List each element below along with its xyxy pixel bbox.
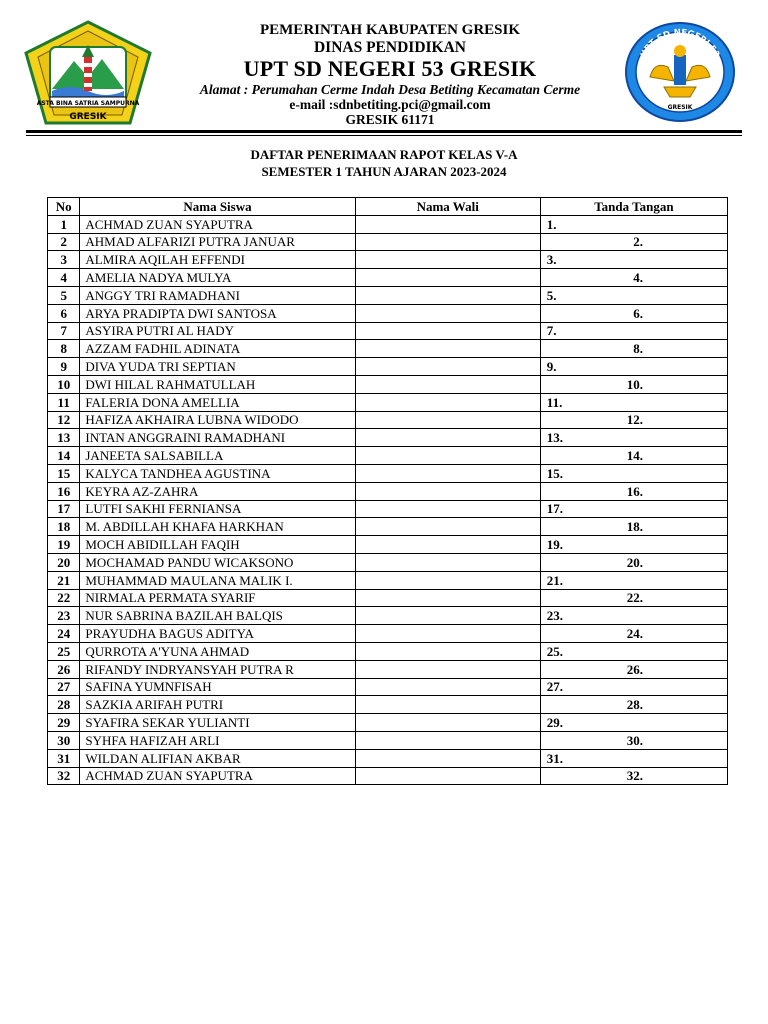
- government-line: PEMERINTAH KABUPATEN GRESIK: [259, 22, 521, 38]
- signature-number: 20.: [626, 554, 643, 570]
- letterhead: [150, 20, 630, 127]
- signature-cell: [540, 447, 727, 465]
- guardian-name: [355, 500, 540, 518]
- signature-cell: [540, 340, 727, 358]
- student-name: KALYCA TANDHEA AGUSTINA: [80, 464, 355, 482]
- signature-number: 21.: [546, 572, 564, 588]
- signature-cell: [540, 731, 727, 749]
- guardian-name: [355, 731, 540, 749]
- student-name: ASYIRA PUTRI AL HADY: [80, 322, 355, 340]
- signature-number: 3.: [546, 252, 557, 268]
- school-name: UPT SD NEGERI 53 GRESIK: [243, 56, 537, 81]
- student-name: ACHMAD ZUAN SYAPUTRA: [80, 215, 355, 233]
- table-header-row: [48, 198, 728, 216]
- signature-cell: [540, 553, 727, 571]
- row-number: 25: [48, 642, 80, 660]
- signature-cell: [540, 269, 727, 287]
- signature-cell: [540, 215, 727, 233]
- row-number: 2: [48, 233, 80, 251]
- signature-cell: [540, 571, 727, 589]
- student-name: WILDAN ALIFIAN AKBAR: [80, 749, 355, 767]
- guardian-name: [355, 233, 540, 251]
- row-number: 9: [48, 358, 80, 376]
- left-logo-motto: ASTA BINA SATRIA SAMPURNA: [36, 100, 140, 107]
- row-number: 23: [48, 607, 80, 625]
- row-number: 13: [48, 429, 80, 447]
- header-nama-wali: Nama Wali: [355, 198, 540, 216]
- row-number: 18: [48, 518, 80, 536]
- signature-cell: [540, 714, 727, 732]
- guardian-name: [355, 393, 540, 411]
- row-number: 1: [48, 215, 80, 233]
- signature-cell: [540, 375, 727, 393]
- signature-number: 18.: [626, 519, 643, 535]
- row-number: 29: [48, 714, 80, 732]
- signature-cell: [540, 358, 727, 376]
- guardian-name: [355, 482, 540, 500]
- student-name: ARYA PRADIPTA DWI SANTOSA: [80, 304, 355, 322]
- table-row: [48, 215, 728, 233]
- signature-number: 6.: [633, 305, 643, 321]
- table-row: [48, 589, 728, 607]
- guardian-name: [355, 518, 540, 536]
- signature-cell: [540, 767, 727, 785]
- guardian-name: [355, 375, 540, 393]
- document-title: DAFTAR PENERIMAAN RAPOT KELAS V-A: [250, 147, 518, 162]
- guardian-name: [355, 553, 540, 571]
- table-row: [48, 607, 728, 625]
- student-name: LUTFI SAKHI FERNIANSA: [80, 500, 355, 518]
- signature-cell: [540, 696, 727, 714]
- department-line: DINAS PENDIDIKAN: [313, 39, 466, 56]
- signature-cell: [540, 429, 727, 447]
- student-name: SYHFA HAFIZAH ARLI: [80, 731, 355, 749]
- student-name: SAFINA YUMNFISAH: [80, 678, 355, 696]
- row-number: 6: [48, 304, 80, 322]
- signature-cell: [540, 518, 727, 536]
- signature-number: 25.: [546, 643, 564, 659]
- signature-number: 5.: [546, 287, 557, 303]
- signature-number: 7.: [546, 323, 557, 339]
- table-row: [48, 714, 728, 732]
- table-row: [48, 340, 728, 358]
- right-logo-arc-text: UPT SD NEGERI 53: [638, 27, 722, 60]
- guardian-name: [355, 286, 540, 304]
- table-row: [48, 286, 728, 304]
- signature-number: 1.: [546, 216, 557, 232]
- row-number: 31: [48, 749, 80, 767]
- signature-cell: [540, 678, 727, 696]
- table-row: [48, 304, 728, 322]
- row-number: 7: [48, 322, 80, 340]
- row-number: 12: [48, 411, 80, 429]
- student-name: AMELIA NADYA MULYA: [80, 269, 355, 287]
- table-row: [48, 625, 728, 643]
- table-row: [48, 660, 728, 678]
- guardian-name: [355, 447, 540, 465]
- header-no: No: [48, 198, 80, 216]
- student-name: AHMAD ALFARIZI PUTRA JANUAR: [80, 233, 355, 251]
- table-row: [48, 518, 728, 536]
- student-name: JANEETA SALSABILLA: [80, 447, 355, 465]
- row-number: 24: [48, 625, 80, 643]
- row-number: 3: [48, 251, 80, 269]
- table-row: [48, 678, 728, 696]
- student-name: DWI HILAL RAHMATULLAH: [80, 375, 355, 393]
- signature-number: 12.: [626, 412, 643, 428]
- student-name: HAFIZA AKHAIRA LUBNA WIDODO: [80, 411, 355, 429]
- student-name: FALERIA DONA AMELLIA: [80, 393, 355, 411]
- signature-cell: [540, 589, 727, 607]
- row-number: 14: [48, 447, 80, 465]
- guardian-name: [355, 714, 540, 732]
- signature-cell: [540, 536, 727, 554]
- signature-number: 2.: [633, 234, 643, 250]
- student-name: KEYRA AZ-ZAHRA: [80, 482, 355, 500]
- row-number: 22: [48, 589, 80, 607]
- row-number: 28: [48, 696, 80, 714]
- signature-cell: [540, 607, 727, 625]
- guardian-name: [355, 304, 540, 322]
- guardian-name: [355, 358, 540, 376]
- table-row: [48, 464, 728, 482]
- row-number: 5: [48, 286, 80, 304]
- signature-cell: [540, 749, 727, 767]
- signature-number: 32.: [626, 768, 643, 784]
- guardian-name: [355, 251, 540, 269]
- row-number: 4: [48, 269, 80, 287]
- student-name: MUHAMMAD MAULANA MALIK I.: [80, 571, 355, 589]
- signature-cell: [540, 625, 727, 643]
- table-row: [48, 269, 728, 287]
- guardian-name: [355, 269, 540, 287]
- row-number: 15: [48, 464, 80, 482]
- guardian-name: [355, 340, 540, 358]
- student-name: QURROTA A'YUNA AHMAD: [80, 642, 355, 660]
- signature-cell: [540, 464, 727, 482]
- signature-number: 26.: [626, 661, 643, 677]
- signature-number: 27.: [546, 679, 564, 695]
- signature-cell: [540, 304, 727, 322]
- student-name: NIRMALA PERMATA SYARIF: [80, 589, 355, 607]
- signature-cell: [540, 411, 727, 429]
- row-number: 16: [48, 482, 80, 500]
- table-row: [48, 233, 728, 251]
- guardian-name: [355, 696, 540, 714]
- signature-cell: [540, 642, 727, 660]
- student-name: PRAYUDHA BAGUS ADITYA: [80, 625, 355, 643]
- signature-cell: [540, 233, 727, 251]
- signature-number: 16.: [626, 483, 643, 499]
- report-receipt-table: [47, 197, 728, 785]
- signature-cell: [540, 251, 727, 269]
- signature-number: 30.: [626, 732, 643, 748]
- signature-number: 15.: [546, 465, 564, 481]
- row-number: 20: [48, 553, 80, 571]
- student-name: NUR SABRINA BAZILAH BALQIS: [80, 607, 355, 625]
- table-row: [48, 411, 728, 429]
- header-divider-thick: [26, 130, 742, 133]
- guardian-name: [355, 571, 540, 589]
- row-number: 10: [48, 375, 80, 393]
- signature-cell: [540, 500, 727, 518]
- signature-number: 11.: [546, 394, 563, 410]
- table-row: [48, 731, 728, 749]
- guardian-name: [355, 429, 540, 447]
- right-logo-label: GRESIK: [667, 104, 693, 111]
- guardian-name: [355, 660, 540, 678]
- guardian-name: [355, 607, 540, 625]
- table-row: [48, 429, 728, 447]
- table-row: [48, 571, 728, 589]
- guardian-name: [355, 749, 540, 767]
- student-name: MOCHAMAD PANDU WICAKSONO: [80, 553, 355, 571]
- student-name: INTAN ANGGRAINI RAMADHANI: [80, 429, 355, 447]
- student-name: ACHMAD ZUAN SYAPUTRA: [80, 767, 355, 785]
- row-number: 26: [48, 660, 80, 678]
- row-number: 21: [48, 571, 80, 589]
- signature-number: 29.: [546, 715, 564, 730]
- header-nama-siswa: Nama Siswa: [80, 198, 355, 216]
- signature-number: 10.: [626, 376, 643, 392]
- guardian-name: [355, 625, 540, 643]
- row-number: 11: [48, 393, 80, 411]
- signature-number: 24.: [626, 626, 643, 642]
- row-number: 17: [48, 500, 80, 518]
- gresik-regency-logo: [24, 19, 152, 127]
- guardian-name: [355, 767, 540, 785]
- signature-number: 4.: [633, 270, 643, 286]
- student-name: SAZKIA ARIFAH PUTRI: [80, 696, 355, 714]
- signature-cell: [540, 286, 727, 304]
- signature-number: 22.: [626, 590, 643, 606]
- table-row: [48, 251, 728, 269]
- signature-number: 19.: [546, 537, 564, 553]
- school-city: GRESIK 61171: [345, 112, 435, 127]
- student-name: M. ABDILLAH KHAFA HARKHAN: [80, 518, 355, 536]
- header-tanda-tangan: Tanda Tangan: [540, 198, 727, 216]
- guardian-name: [355, 322, 540, 340]
- row-number: 19: [48, 536, 80, 554]
- signature-number: 9.: [546, 359, 557, 375]
- table-row: [48, 322, 728, 340]
- guardian-name: [355, 215, 540, 233]
- row-number: 8: [48, 340, 80, 358]
- signature-cell: [540, 393, 727, 411]
- document-subtitle: SEMESTER 1 TAHUN AJARAN 2023-2024: [261, 164, 507, 179]
- guardian-name: [355, 411, 540, 429]
- table-row: [48, 767, 728, 785]
- signature-cell: [540, 322, 727, 340]
- signature-number: 14.: [626, 448, 643, 464]
- table-row: [48, 553, 728, 571]
- guardian-name: [355, 536, 540, 554]
- student-name: SYAFIRA SEKAR YULIANTI: [80, 714, 355, 732]
- table-row: [48, 375, 728, 393]
- student-name: AZZAM FADHIL ADINATA: [80, 340, 355, 358]
- guardian-name: [355, 589, 540, 607]
- table-row: [48, 358, 728, 376]
- row-number: 32: [48, 767, 80, 785]
- signature-number: 13.: [546, 430, 564, 446]
- school-address: Alamat : Perumahan Cerme Indah Desa Betiting Kecamatan Cerme: [199, 82, 581, 97]
- student-name: DIVA YUDA TRI SEPTIAN: [80, 358, 355, 376]
- signature-number: 31.: [546, 750, 564, 766]
- signature-number: 17.: [546, 501, 564, 517]
- table-row: [48, 447, 728, 465]
- signature-number: 23.: [546, 608, 564, 624]
- signature-cell: [540, 660, 727, 678]
- table-row: [48, 482, 728, 500]
- student-name: RIFANDY INDRYANSYAH PUTRA R: [80, 660, 355, 678]
- table-row: [48, 749, 728, 767]
- guardian-name: [355, 678, 540, 696]
- student-name: MOCH ABIDILLAH FAQIH: [80, 536, 355, 554]
- table-row: [48, 500, 728, 518]
- guardian-name: [355, 642, 540, 660]
- student-name: ALMIRA AQILAH EFFENDI: [80, 251, 355, 269]
- document-title-block: [0, 146, 768, 180]
- table-row: [48, 642, 728, 660]
- table-row: [48, 536, 728, 554]
- guardian-name: [355, 464, 540, 482]
- left-logo-label: GRESIK: [69, 112, 107, 122]
- student-name: ANGGY TRI RAMADHANI: [80, 286, 355, 304]
- signature-number: 8.: [633, 341, 643, 357]
- signature-cell: [540, 482, 727, 500]
- table-row: [48, 696, 728, 714]
- row-number: 30: [48, 731, 80, 749]
- row-number: 27: [48, 678, 80, 696]
- table-row: [48, 393, 728, 411]
- school-email: e-mail :sdnbetiting.pci@gmail.com: [289, 97, 491, 112]
- school-logo: [624, 21, 736, 123]
- signature-number: 28.: [626, 697, 643, 713]
- header-divider-thin: [26, 135, 742, 136]
